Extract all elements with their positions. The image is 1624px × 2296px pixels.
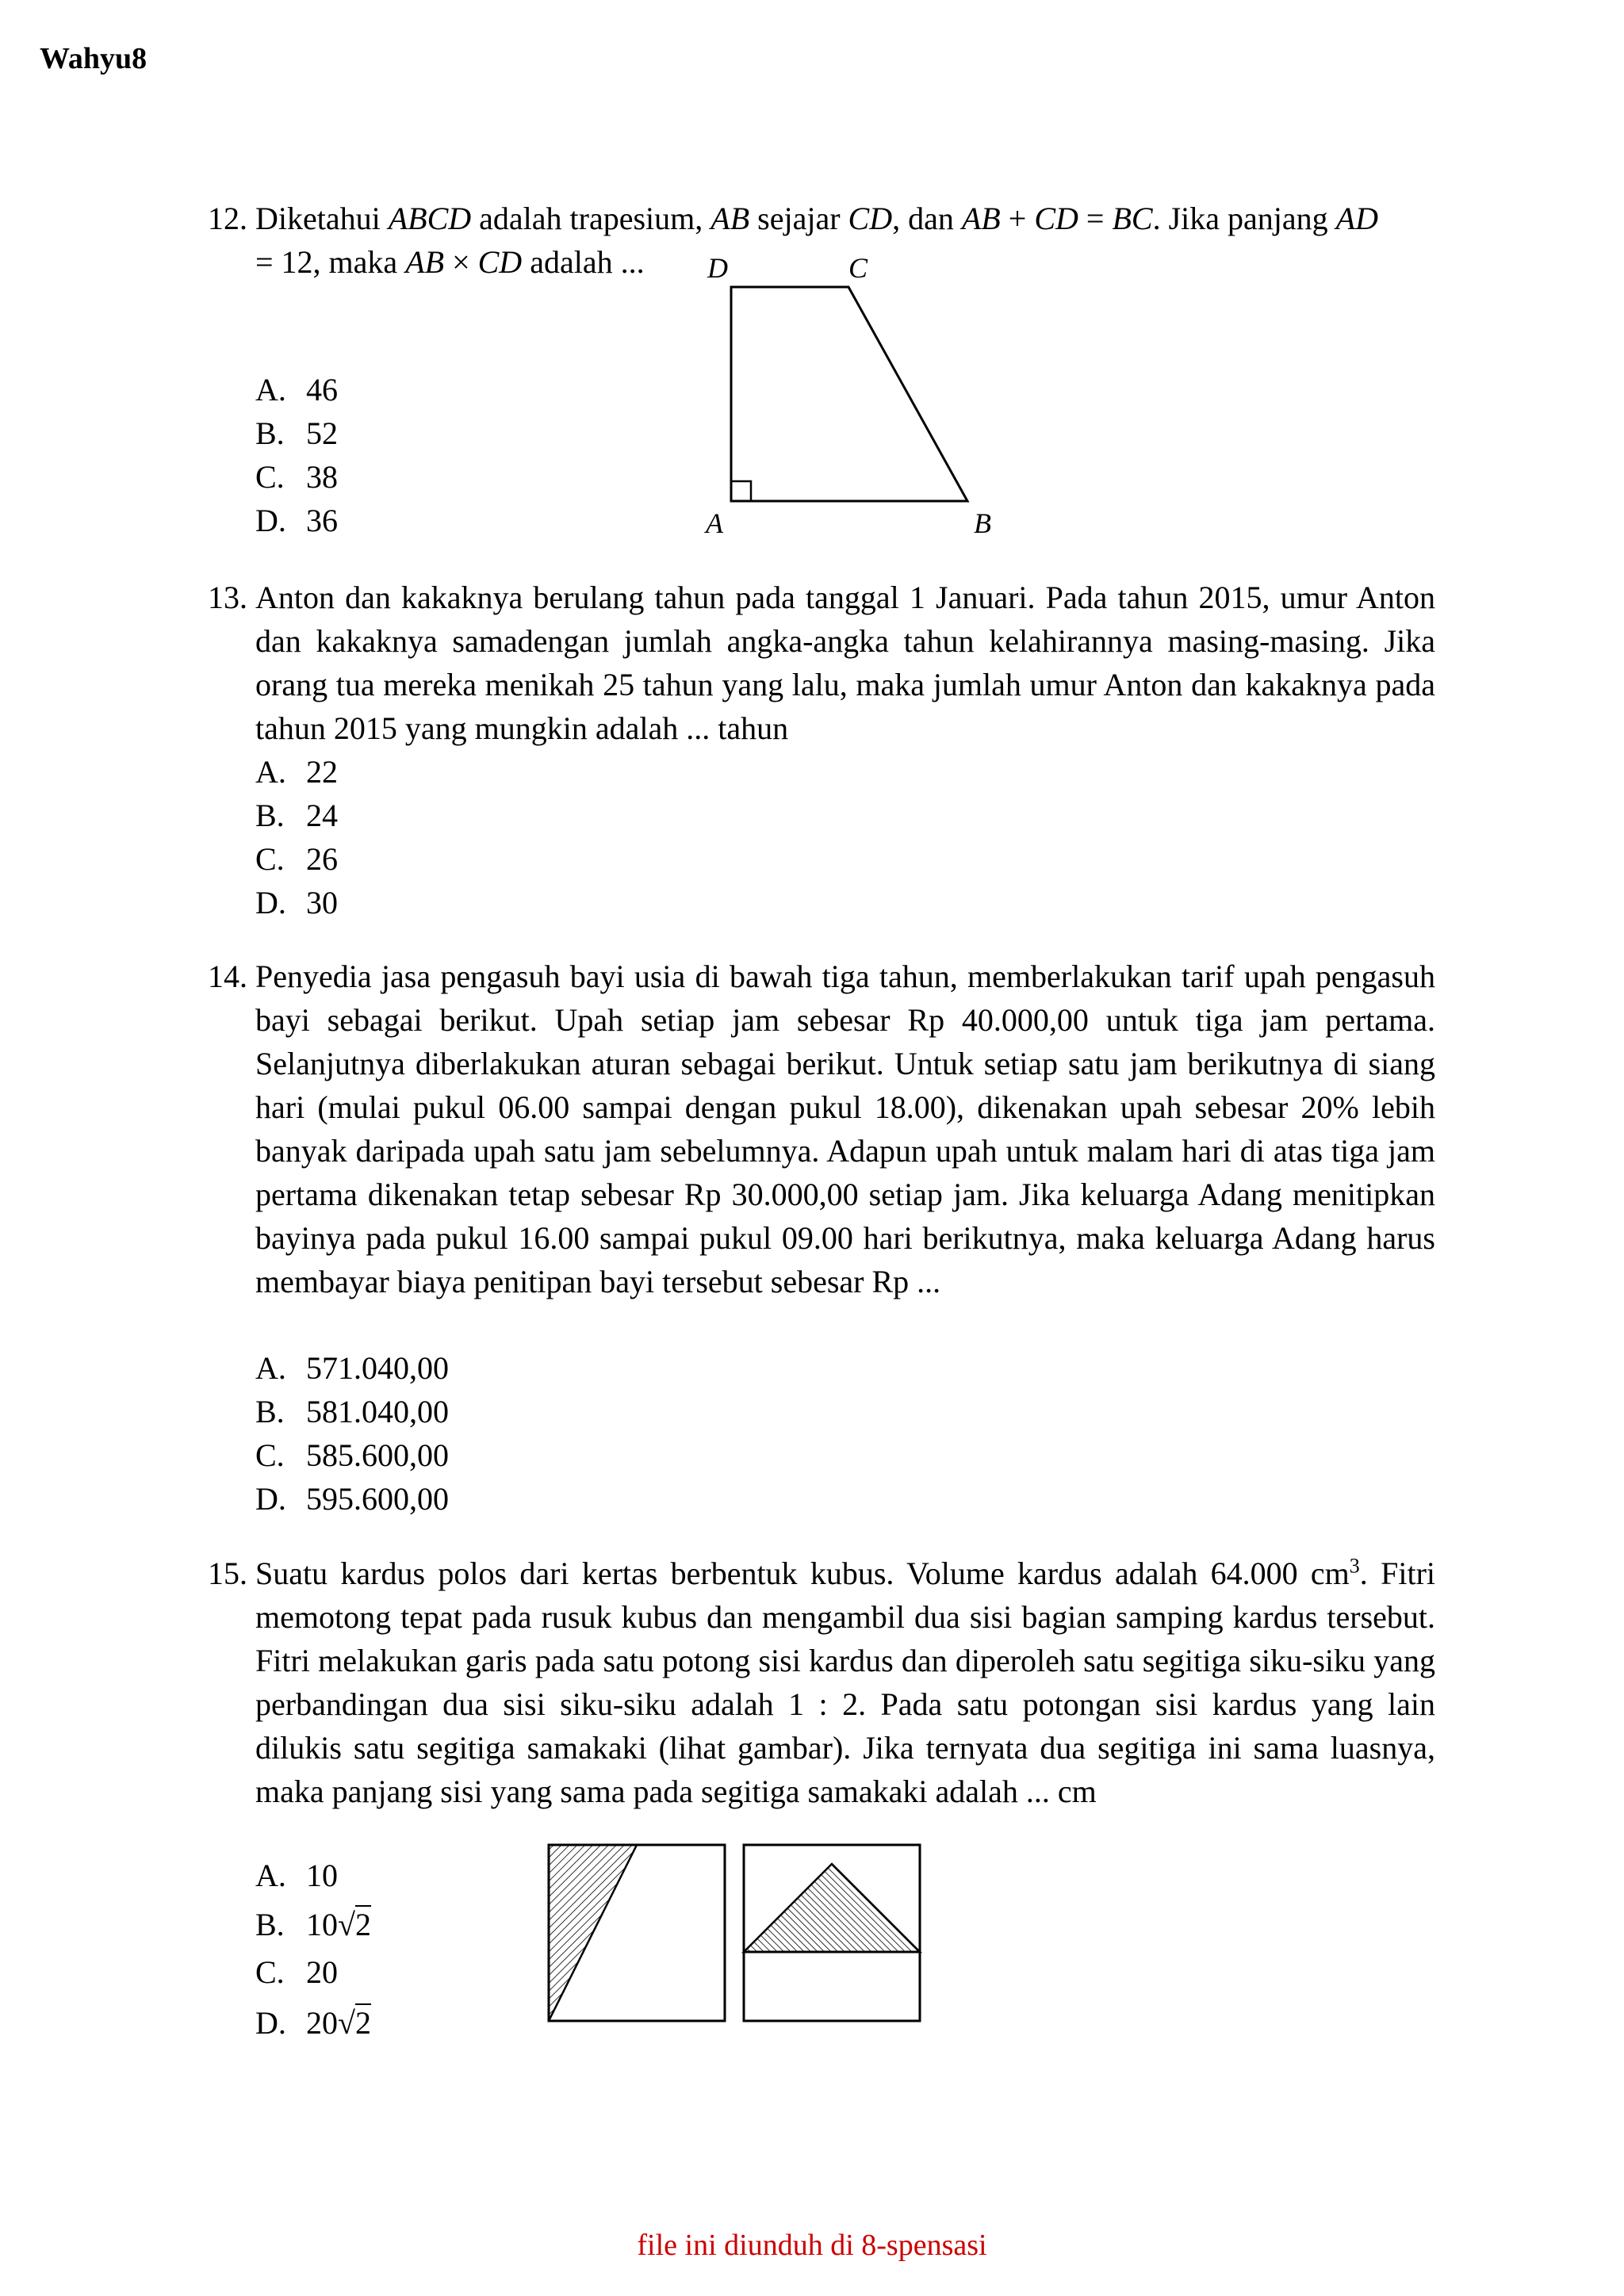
question-15-text xyxy=(255,1552,1435,1813)
q12-ab2: AB xyxy=(961,201,1001,236)
question-15-option-d[interactable]: D. 20√2 xyxy=(255,2005,371,2041)
q12-diketahui: Diketahui xyxy=(255,201,389,236)
right-triangle-hatched xyxy=(549,1845,637,2021)
q12-abcd: ABCD xyxy=(388,201,472,236)
question-12-line-2 xyxy=(255,240,645,284)
sqrt-sign: √ xyxy=(338,1907,355,1942)
question-13-option-c[interactable]: C. 26 xyxy=(255,841,338,877)
vertex-label-d: D xyxy=(707,252,728,284)
q12-t4: + xyxy=(1000,201,1035,236)
cube-exponent: 3 xyxy=(1349,1554,1360,1578)
question-15-number: 15. xyxy=(208,1556,247,1591)
q12-ad: AD xyxy=(1335,201,1378,236)
q12-ab: AB xyxy=(710,201,750,236)
question-15-text-a: Suatu kardus polos dari kertas berbentuk kubus. Volume kardus adalah 64.000 cm xyxy=(255,1556,1350,1591)
q12-cd: CD xyxy=(848,201,893,236)
question-12-option-a[interactable]: A. 46 xyxy=(255,372,338,408)
q12-cd2: CD xyxy=(1034,201,1078,236)
question-14-option-b[interactable]: B. 581.040,00 xyxy=(255,1394,449,1429)
question-15-option-b[interactable]: B. 10√2 xyxy=(255,1907,371,1942)
vertex-label-b: B xyxy=(974,507,991,539)
question-14-text: Penyedia jasa pengasuh bayi usia di bawah tiga tahun, memberlakukan tarif upah pengasuh bayi sebagai berikut. Upah setiap jam sebesar Rp 40.000,00 untuk tiga jam pertama. Selanjutnya diberlakukan aturan sebagai berikut. Untuk setiap satu jam berikutnya di siang hari (mulai pukul 06.00 sampai dengan pukul 18.00), dikenakan upah sebesar 20% lebih banyak daripada upah satu jam sebelumnya. Adapun upah untuk malam hari di atas tiga jam pertama dikenakan tetap sebesar Rp 30.000,00 setiap jam. Jika keluarga Adang menitipkan bayinya pada pukul 16.00 sampai pukul 09.00 hari berikutnya, maka keluarga Adang harus membayar biaya penitipan bayi tersebut sebesar Rp ... xyxy=(255,959,1435,1299)
q12-t1: adalah trapesium, xyxy=(471,201,711,236)
question-14-option-d[interactable]: D. 595.600,00 xyxy=(255,1481,449,1517)
question-15-text-b: . Fitri memotong tepat pada rusuk kubus dan mengambil dua sisi bagian samping kardus tersebut. Fitri melakukan garis pada satu potong sisi kardus dan diperoleh satu segitiga siku-siku yang perbandingan dua sisi siku-siku adalah 1 : 2. Pada satu potongan sisi kardus yang lain dilukis satu segitiga samakaki (lihat gambar). Jika ternyata dua segitiga ini sama luasnya, maka panjang sisi yang sama pada segitiga samakaki adalah ... cm xyxy=(255,1556,1436,1809)
question-15-option-a[interactable]: A. 10 xyxy=(255,1858,338,1893)
cube-faces-figure xyxy=(539,1835,936,2026)
q12-cd3: CD xyxy=(477,244,523,280)
question-13-number: 13. xyxy=(208,580,247,615)
isosceles-triangle-hatched xyxy=(744,1864,920,1952)
question-12-option-b[interactable]: B. 52 xyxy=(255,415,338,451)
question-14-option-a[interactable]: A. 571.040,00 xyxy=(255,1350,449,1386)
question-13-option-b[interactable]: B. 24 xyxy=(255,798,338,833)
q12-bc: BC xyxy=(1112,201,1153,236)
question-14-option-c[interactable]: C. 585.600,00 xyxy=(255,1437,449,1473)
question-12-number: 12. xyxy=(208,201,247,236)
vertex-label-a: A xyxy=(706,507,723,539)
question-13-option-a[interactable]: A. 22 xyxy=(255,754,338,790)
q12-t9: adalah ... xyxy=(522,244,645,280)
q12-t5: = xyxy=(1078,201,1113,236)
q12-ab3: AB xyxy=(405,244,445,280)
q12-t2: sejajar xyxy=(749,201,848,236)
trapezoid-shape xyxy=(731,287,967,501)
right-angle-marker xyxy=(731,481,751,501)
question-12-option-d[interactable]: D. 36 xyxy=(255,503,338,538)
q12-t6: . Jika panjang xyxy=(1152,201,1336,236)
question-12-line-1 xyxy=(255,197,1435,240)
question-13-option-d[interactable]: D. 30 xyxy=(255,885,338,920)
footer-note: file ini diunduh di 8-spensasi xyxy=(637,2229,987,2262)
question-14-number: 14. xyxy=(208,959,247,994)
trapezoid-figure xyxy=(690,246,1007,547)
question-15-option-c[interactable]: C. 20 xyxy=(255,1954,338,1990)
sqrt-sign: √ xyxy=(338,2005,355,2041)
q12-t7: = 12, maka xyxy=(255,244,406,280)
question-12-option-c[interactable]: C. 38 xyxy=(255,459,338,495)
q12-t8: × xyxy=(444,244,478,280)
q12-t3: , dan xyxy=(892,201,962,236)
header-brand: Wahyu8 xyxy=(40,42,147,75)
question-13-text: Anton dan kakaknya berulang tahun pada tanggal 1 Januari. Pada tahun 2015, umur Anton dan kakaknya samadengan jumlah angka-angka tahun kelahirannya masing-masing. Jika orang tua mereka menikah 25 tahun yang lalu, maka jumlah umur Anton dan kakaknya pada tahun 2015 yang mungkin adalah ... tahun xyxy=(255,580,1435,746)
vertex-label-c: C xyxy=(848,252,868,284)
